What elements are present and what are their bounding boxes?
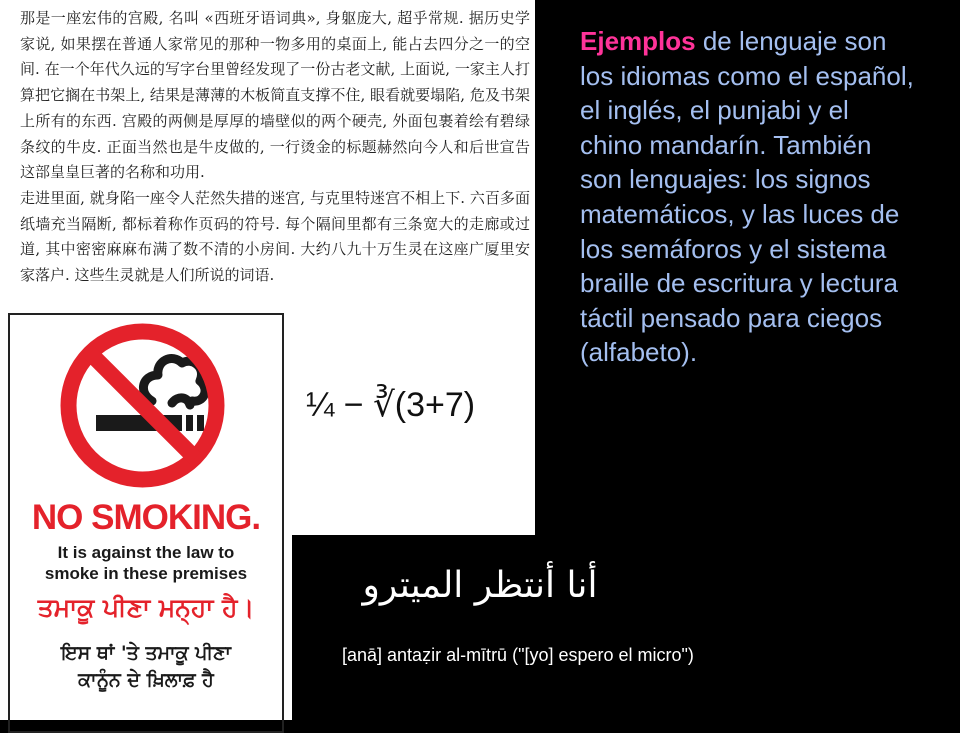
spanish-description [580, 24, 915, 370]
sign-punjabi-heading: ਤਮਾਕੂ ਪੀਣਾ ਮਨ੍ਹਾ ਹੈ। [37, 593, 255, 622]
math-formula: ¼ − ∛(3+7) [306, 386, 476, 424]
chinese-text [20, 6, 530, 289]
sign-punjabi-line-2: ਕਾਨੂੰਨ ਦੇ ਖ਼ਿਲਾਫ਼ ਹੈ [78, 669, 214, 691]
sign-law-text [0, 542, 292, 584]
chinese-paragraph-2: 走进里面, 就身陷一座令人茫然失措的迷宫, 与克里特迷宫不相上下. 六百多面纸墙充当隔断, 都标着称作页码的符号. 每个隔间里都有三条宽大的走廊或过道, 其中密密麻麻布满了数不清的小房间. 大约八九十万生灵在这座广厦里安家落户. 这些生灵就是人们所说的词语. [20, 188, 530, 285]
sign-punjabi-text [0, 640, 292, 694]
sign-law-line-1: It is against the law to [57, 543, 235, 562]
arabic-transliteration: [anā] antaẓir al-mītrū ("[yo] espero el micro") [342, 645, 694, 665]
spanish-text: de lenguaje son los idiomas como el español, el inglés, el punjabi y el chino mandarín. También son lenguajes: los signos matemáticos, y las luces de los semáforos y el sistema braille de escritura y lectura táctil pensado para ciegos (alfabeto). [580, 26, 914, 368]
chinese-paragraph-1: 那是一座宏伟的宫殿, 名叫 «西班牙语词典», 身躯庞大, 超乎常规. 据历史学家说, 如果摆在普通人家常见的那种一物多用的桌面上, 能占去四分之一的空间. 在一个年代久远的写字台里曾经发现了一份古老文献, 上面说, 一家主人打算把它搁在书架上, 结果是薄薄的木板简直支撑不住, 眼看就要塌陷, 危及书架上所有的东西. 宫殿的两侧是厚厚的墙壁似的两个硬壳, 外面包裹着绘有碧绿条纹的牛皮. 正面当然也是牛皮做的, 一行烫金的标题赫然向今人和后世宣告这部皇皇巨著的名称和功用. [20, 9, 530, 182]
sign-title: NO SMOKING. [31, 498, 261, 537]
sign-punjabi-line-1: ਇਸ ਥਾਂ 'ਤੇ ਤਮਾਕੂ ਪੀਣਾ [61, 642, 231, 664]
arabic-sentence: أنا أنتظر الميترو [362, 565, 598, 606]
spanish-highlight: Ejemplos [580, 26, 696, 56]
sign-law-line-2: smoke in these premises [44, 564, 248, 583]
no-smoking-icon [60, 323, 225, 488]
